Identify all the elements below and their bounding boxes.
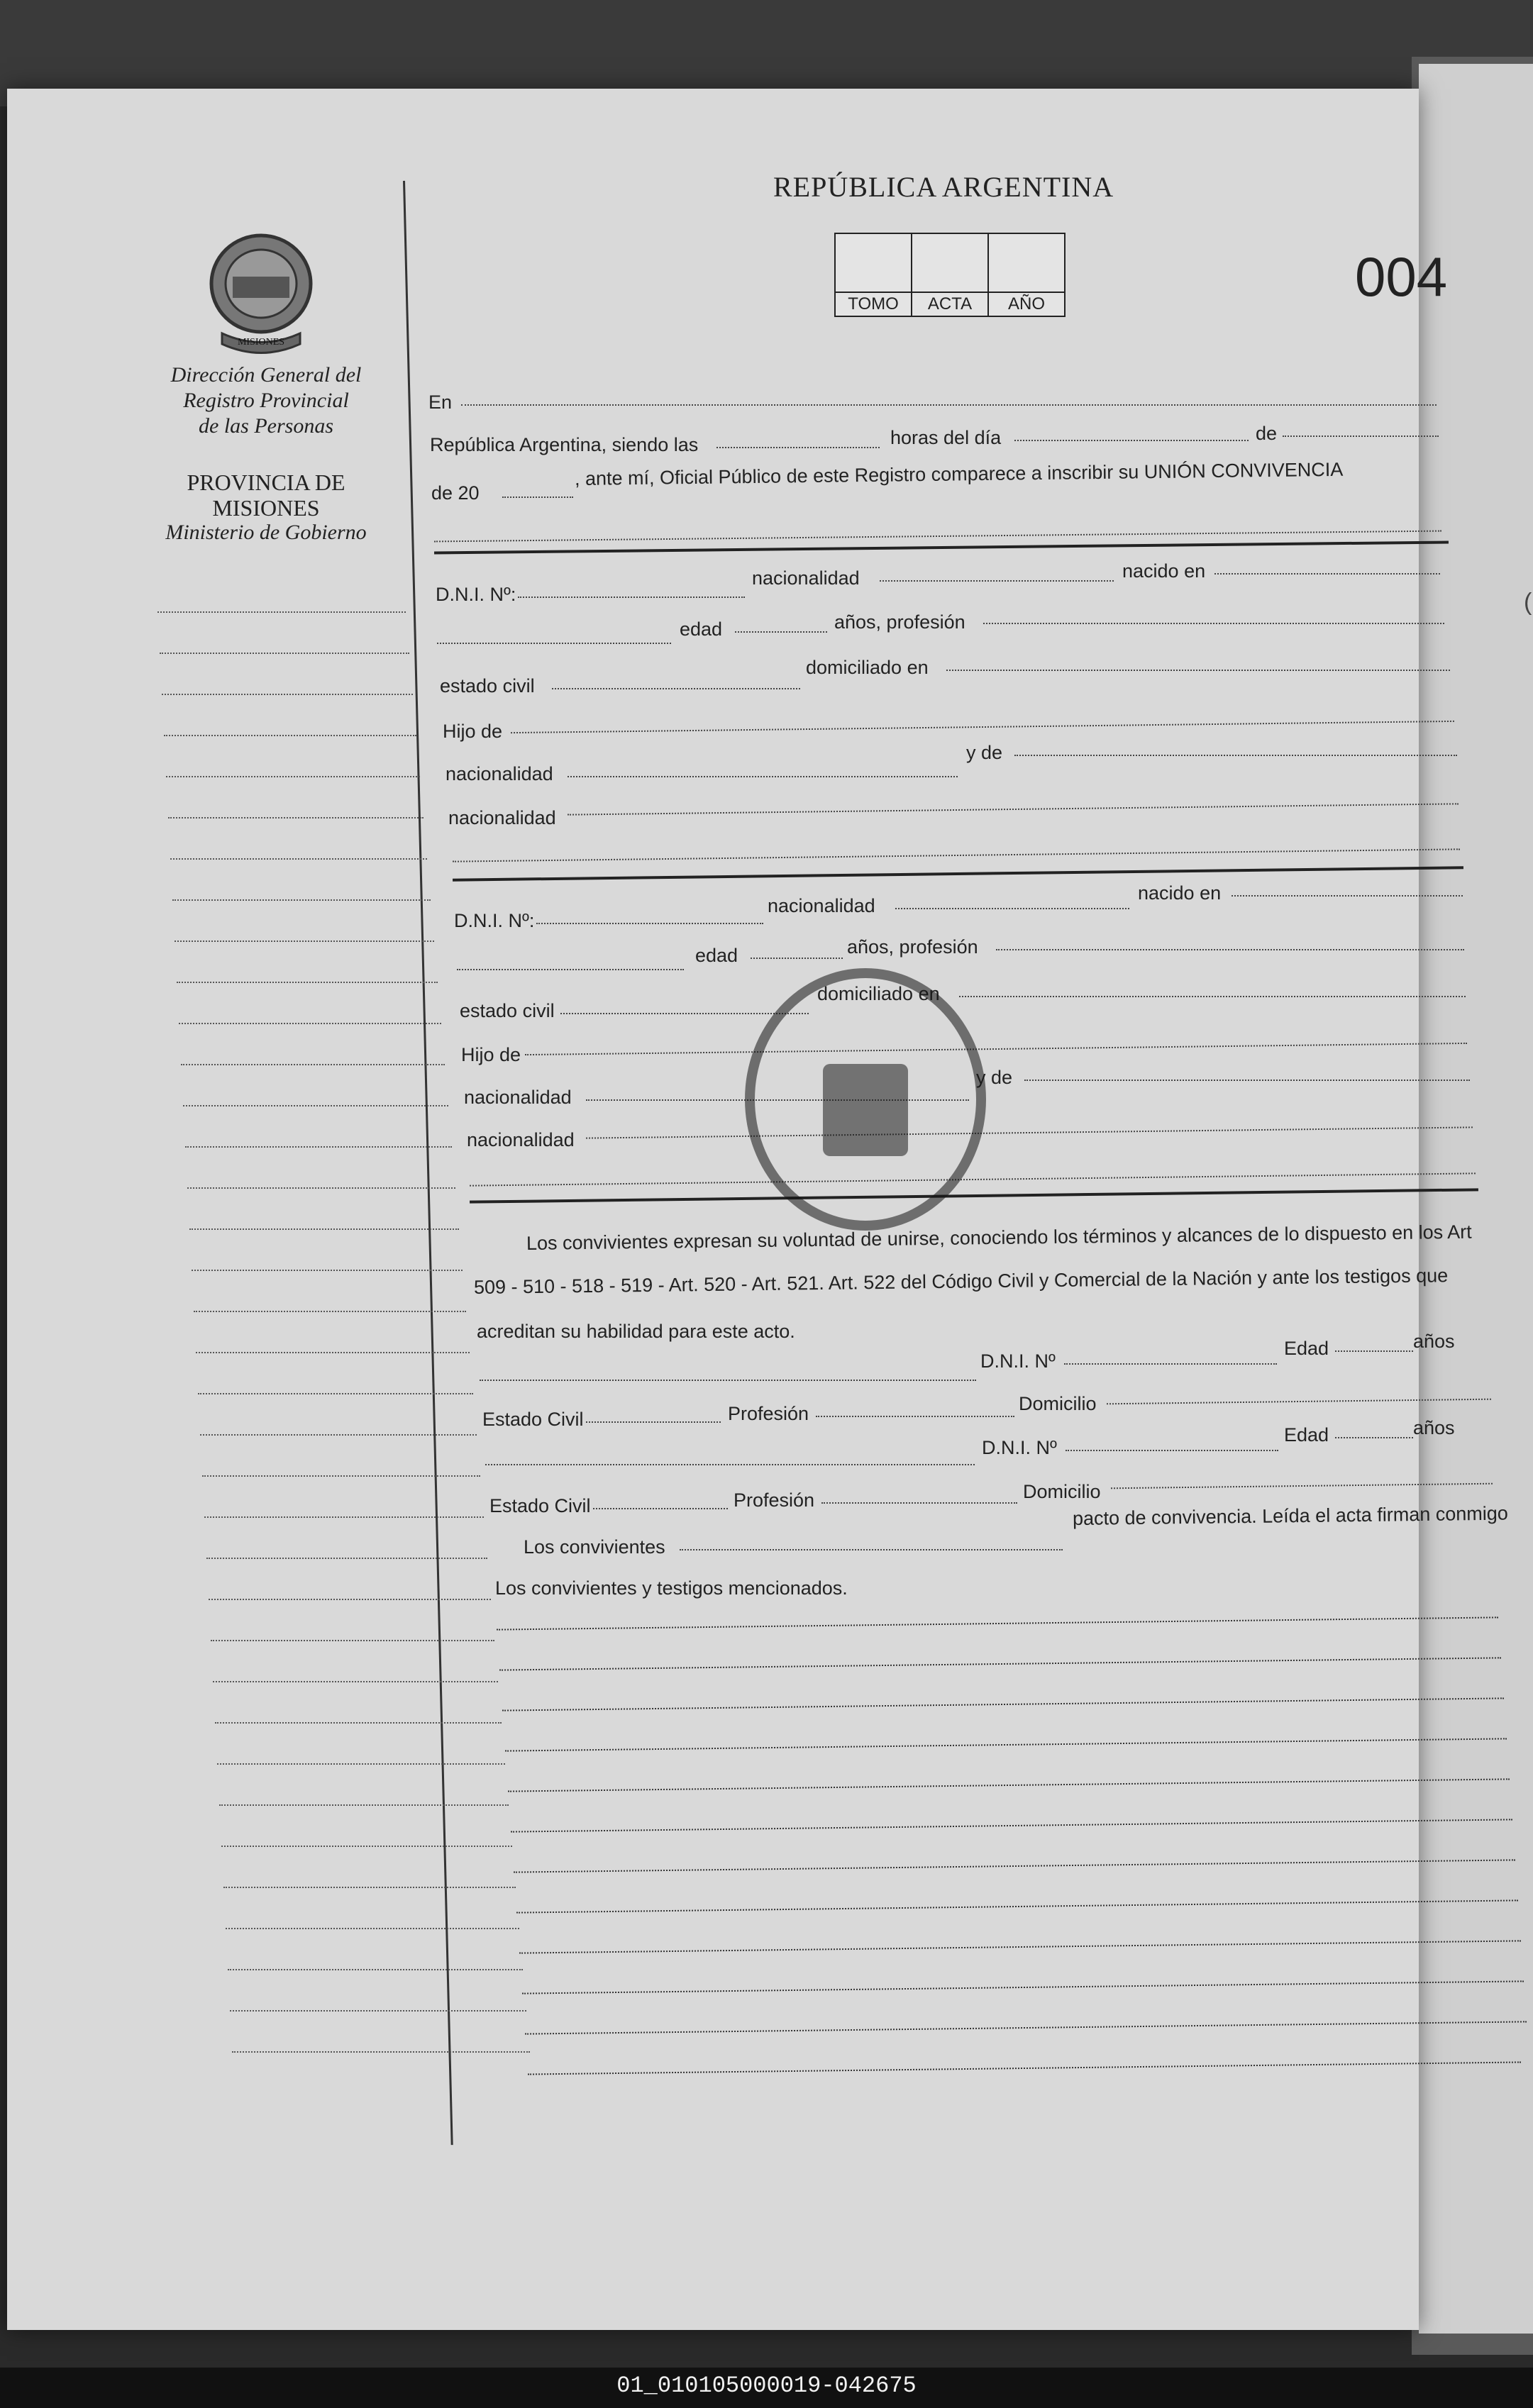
- margin-line: [157, 611, 406, 613]
- tomo-box: [834, 233, 912, 317]
- fill-line: [1024, 1080, 1470, 1081]
- p2-nac1: nacionalidad: [464, 1087, 572, 1108]
- intro-de: de: [1256, 423, 1278, 444]
- margin-line: [162, 694, 413, 695]
- fill-line: [518, 597, 745, 598]
- fill-line: [461, 404, 1437, 406]
- province-line-1: PROVINCIA DE: [187, 470, 345, 495]
- closing-convivientes: Los convivientes: [524, 1536, 665, 1558]
- fill-line: [1214, 573, 1440, 575]
- margin-line: [177, 982, 438, 983]
- p1-domicilio: domiciliado en: [806, 657, 929, 678]
- fill-line: [880, 580, 1114, 582]
- fill-line: [983, 623, 1444, 624]
- margin-line: [160, 653, 409, 654]
- margin-line: [211, 1640, 494, 1641]
- fill-line: [457, 969, 684, 970]
- margin-line: [172, 899, 431, 901]
- acta-box: [911, 233, 989, 317]
- margin-line: [213, 1681, 498, 1682]
- margin-line: [232, 2051, 530, 2053]
- fill-line: [1066, 1450, 1278, 1451]
- w2-domicilio: Domicilio: [1023, 1481, 1101, 1502]
- margin-line: [221, 1846, 512, 1847]
- p1-estado: estado civil: [440, 675, 535, 697]
- margin-line: [215, 1722, 502, 1724]
- ano-label: AÑO: [989, 292, 1064, 316]
- closing-pacto: pacto de convivencia. Leída el acta firman conmigo: [1072, 1502, 1508, 1529]
- svg-text:MISIONES: MISIONES: [237, 337, 285, 348]
- p1-yde: y de: [966, 742, 1003, 763]
- margin-line: [170, 858, 427, 860]
- province-line-2: MISIONES: [212, 495, 320, 521]
- fill-line: [1335, 1350, 1413, 1352]
- fill-line: [593, 1508, 728, 1509]
- p2-edad: edad: [695, 945, 738, 966]
- w2-profesion: Profesión: [734, 1489, 815, 1511]
- w1-anos: años: [1413, 1331, 1455, 1352]
- margin-line: [183, 1105, 448, 1106]
- declaration-line-3: acreditan su habilidad para este acto.: [477, 1321, 795, 1342]
- fill-line: [552, 688, 800, 689]
- fill-line: [1335, 1437, 1413, 1438]
- p2-hijo: Hijo de: [461, 1044, 521, 1065]
- margin-line: [196, 1352, 470, 1353]
- province-crest-icon: [204, 227, 318, 358]
- margin-line: [202, 1475, 480, 1477]
- margin-line: [181, 1064, 445, 1065]
- fill-line: [502, 496, 573, 498]
- fill-line: [568, 776, 958, 777]
- fill-line: [1014, 440, 1249, 441]
- w2-estado: Estado Civil: [489, 1495, 591, 1516]
- fill-line: [959, 996, 1466, 997]
- office-line-3: de las Personas: [199, 414, 333, 438]
- w1-dni: D.N.I. Nº: [980, 1350, 1056, 1372]
- margin-line: [230, 2010, 526, 2012]
- p2-nac2: nacionalidad: [467, 1129, 575, 1150]
- p1-dni: D.N.I. Nº:: [436, 584, 516, 605]
- margin-line: [198, 1393, 473, 1394]
- fill-line: [536, 923, 763, 924]
- fill-line: [480, 1380, 976, 1381]
- intro-horas: horas del día: [890, 427, 1002, 448]
- margin-line: [219, 1804, 509, 1806]
- intro-ante: , ante mí, Oficial Público de este Registro comparece a inscribir su UNIÓN CONVIVENCIA: [574, 458, 1344, 489]
- fill-line: [1014, 755, 1457, 756]
- fill-line: [816, 1416, 1014, 1417]
- p2-dni: D.N.I. Nº:: [454, 910, 535, 931]
- ministry: Ministerio de Gobierno: [165, 521, 367, 544]
- country-title: REPÚBLICA ARGENTINA: [773, 171, 1114, 203]
- office-line-1: Dirección General del: [170, 363, 362, 387]
- margin-line: [217, 1763, 505, 1765]
- margin-line: [175, 941, 434, 942]
- fill-line: [586, 1421, 721, 1423]
- p1-nacionalidad: nacionalidad: [752, 567, 860, 589]
- margin-line: [206, 1558, 487, 1559]
- w2-anos: años: [1413, 1417, 1455, 1438]
- p2-anos: años, profesión: [847, 936, 978, 958]
- w1-domicilio: Domicilio: [1019, 1393, 1097, 1414]
- declaration-line-2: 509 - 510 - 518 - 519 - Art. 520 - Art. 521. Art. 522 del Código Civil y Comercial de la Nación y ante los testigos que: [473, 1265, 1449, 1298]
- margin-line: [166, 776, 420, 777]
- margin-line: [200, 1434, 477, 1436]
- margin-line: [228, 1969, 523, 1970]
- margin-line: [168, 817, 424, 819]
- adjacent-page-mark: (: [1524, 589, 1532, 616]
- fill-line: [821, 1502, 1017, 1504]
- tomo-label: TOMO: [836, 292, 911, 316]
- margin-line: [209, 1599, 491, 1600]
- p1-anos: años, profesión: [834, 611, 965, 633]
- closing-final: Los convivientes y testigos mencionados.: [495, 1577, 848, 1599]
- margin-line: [226, 1928, 519, 1929]
- fill-line: [751, 958, 843, 959]
- seal-emblem-icon: [823, 1064, 908, 1156]
- margin-line: [192, 1270, 463, 1271]
- p1-nac1: nacionalidad: [445, 763, 553, 784]
- declaration-line-1: Los convivientes expresan su voluntad de unirse, conociendo los términos y alcances de lo dispuesto en los Art: [526, 1221, 1472, 1254]
- margin-line: [223, 1887, 516, 1888]
- fill-line: [996, 949, 1464, 950]
- p2-estado: estado civil: [460, 1000, 555, 1021]
- fill-line: [560, 1013, 809, 1014]
- p2-domicilio: domiciliado en: [817, 983, 940, 1004]
- p1-hijo: Hijo de: [443, 721, 503, 742]
- fill-line: [1283, 435, 1439, 437]
- p2-yde: y de: [976, 1067, 1013, 1088]
- p2-nacionalidad: nacionalidad: [768, 895, 875, 916]
- p1-nac2: nacionalidad: [448, 807, 556, 828]
- ano-box: [987, 233, 1066, 317]
- w1-estado: Estado Civil: [482, 1409, 584, 1430]
- w2-edad: Edad: [1284, 1424, 1329, 1446]
- p1-edad: edad: [680, 618, 723, 640]
- p1-nacido: nacido en: [1122, 560, 1206, 582]
- w2-dni: D.N.I. Nº: [982, 1437, 1057, 1458]
- fill-line: [437, 643, 671, 644]
- margin-line: [179, 1023, 441, 1024]
- margin-line: [189, 1228, 459, 1230]
- margin-line: [185, 1146, 452, 1148]
- w1-edad: Edad: [1284, 1338, 1329, 1359]
- margin-line: [204, 1516, 484, 1518]
- fill-line: [735, 631, 827, 633]
- fill-line: [485, 1464, 975, 1465]
- w1-profesion: Profesión: [728, 1403, 809, 1424]
- fill-line: [1232, 895, 1463, 897]
- certificate-number: 004: [1355, 245, 1448, 308]
- office-line-2: Registro Provincial: [183, 389, 349, 412]
- margin-line: [187, 1187, 455, 1189]
- fill-line: [680, 1549, 1063, 1550]
- acta-label: ACTA: [912, 292, 987, 316]
- fill-line: [946, 670, 1450, 671]
- p2-nacido: nacido en: [1138, 882, 1222, 904]
- intro-en: En: [428, 392, 453, 413]
- intro-de20: de 20: [431, 482, 480, 504]
- fill-line: [1064, 1363, 1277, 1365]
- intro-republica: República Argentina, siendo las: [430, 434, 699, 455]
- margin-line: [164, 735, 416, 736]
- fill-line: [716, 447, 880, 448]
- margin-line: [194, 1311, 466, 1312]
- fill-line: [895, 908, 1129, 909]
- scan-id: 01_010105000019-042675: [616, 2373, 917, 2399]
